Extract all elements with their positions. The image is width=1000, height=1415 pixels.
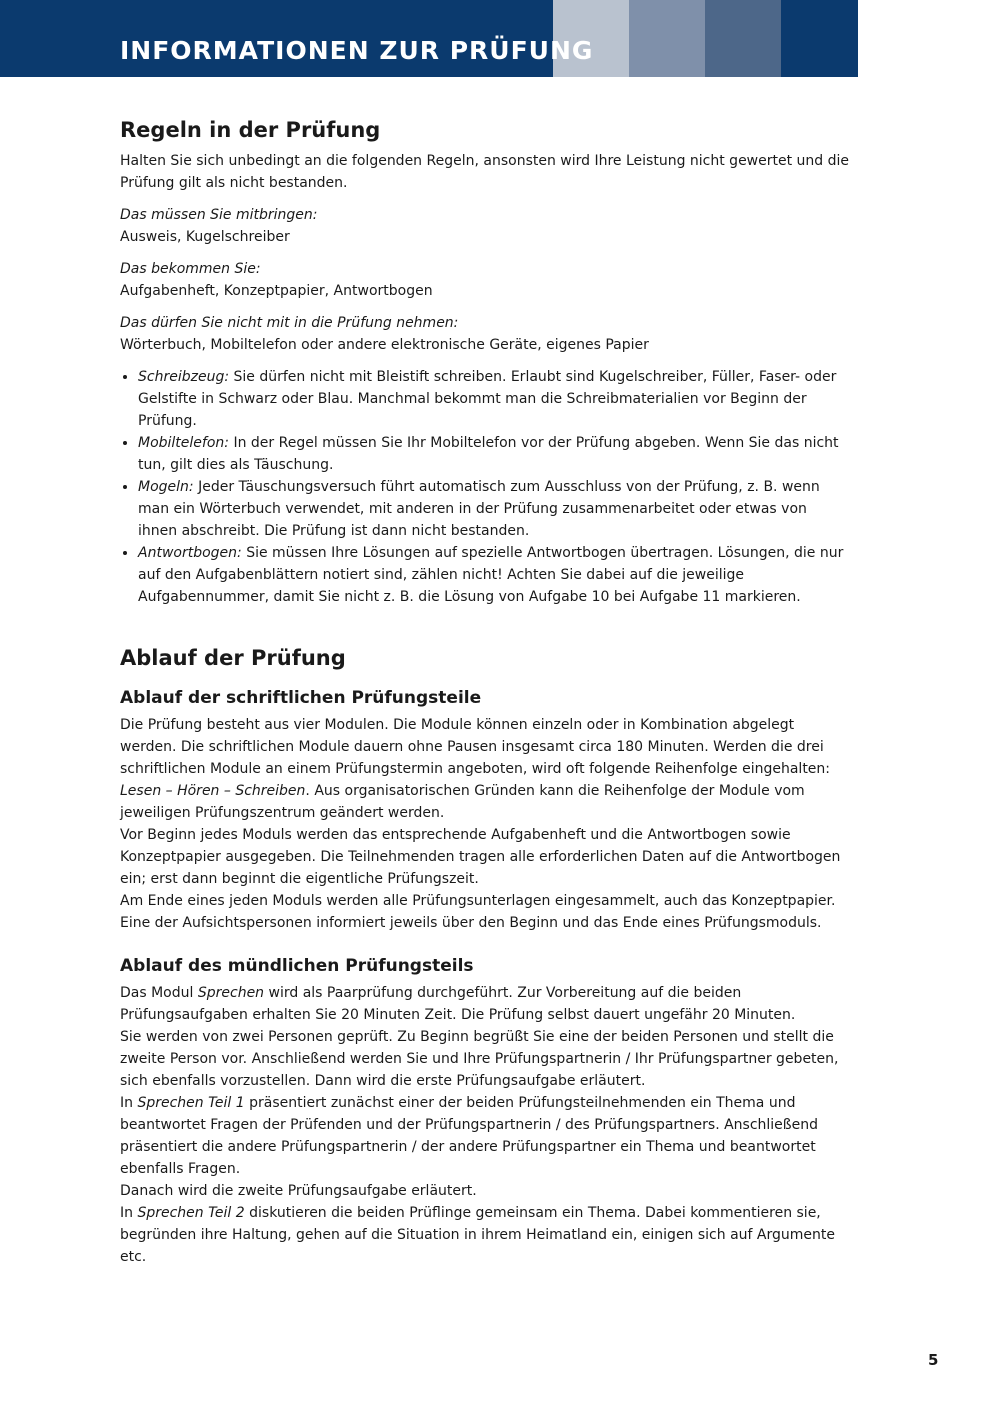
bring-value: Ausweis, Kugelschreiber	[120, 229, 290, 245]
rules-heading: Regeln in der Prüfung	[120, 118, 381, 142]
oral-heading: Ablauf des mündlichen Prüfungsteils	[120, 956, 474, 976]
oral-p3-text-end: präsentiert zunächst einer der beiden Prüfungsteilnehmenden ein Thema und beantwortet Fragen der Prüfenden und der Prüfungspartnerin / des Prüfungspartners. Anschließend präsentiert die andere Prüfungspartnerin / der andere Prüfungspartner ein Thema und beantwortet ebenfalls Fragen.	[120, 1095, 818, 1177]
oral-paragraph-4: Danach wird die zweite Prüfungsaufgabe erläutert.	[120, 1183, 477, 1199]
rule-text: In der Regel müssen Sie Ihr Mobiltelefon vor der Prüfung abgeben. Wenn Sie das nicht tun, gilt dies als Täuschung.	[138, 435, 839, 473]
rules-section	[120, 116, 850, 608]
receive-label: Das bekommen Sie:	[120, 261, 261, 277]
receive-value: Aufgabenheft, Konzeptpapier, Antwortbogen	[120, 283, 433, 299]
header-swatch-mid	[629, 0, 705, 77]
bring-label: Das müssen Sie mitbringen:	[120, 207, 318, 223]
written-paragraph-3: Am Ende eines jeden Moduls werden alle Prüfungsunterlagen eingesammelt, auch das Konzeptpapier. Eine der Aufsichtspersonen informiert jeweils über den Beginn und das Ende eines Prüfungsmoduls.	[120, 893, 836, 931]
oral-p5-text: In	[120, 1205, 138, 1221]
rules-intro: Halten Sie sich unbedingt an die folgenden Regeln, ansonsten wird Ihre Leistung nicht gewertet und die Prüfung gilt als nicht bestanden.	[120, 153, 850, 191]
written-heading: Ablauf der schriftlichen Prüfungsteile	[120, 688, 482, 708]
oral-p5-emphasis: Sprechen Teil 2	[137, 1205, 245, 1221]
rules-list	[120, 366, 850, 608]
oral-paragraph-3	[120, 1092, 850, 1180]
oral-p3-emphasis: Sprechen Teil 1	[137, 1095, 245, 1111]
rule-term: Antwortbogen:	[138, 545, 242, 561]
rule-item-answer-sheet	[138, 542, 850, 608]
rule-term: Schreibzeug:	[138, 369, 230, 385]
oral-p5-text-end: diskutieren die beiden Prüflinge gemeinsam ein Thema. Dabei kommentieren sie, begründen ihre Haltung, gehen auf die Situation in ihrem Heimatland ein, einigen sich auf Argumente etc.	[120, 1205, 835, 1265]
main-content	[120, 116, 850, 1268]
rule-text: Sie dürfen nicht mit Bleistift schreiben. Erlaubt sind Kugelschreiber, Füller, Faser- oder Gelstifte in Schwarz oder Blau. Manchmal bekommt man die Schreibmaterialien vor Beginn der Prüfung.	[138, 369, 837, 429]
written-paragraph-2: Vor Beginn jedes Moduls werden das entsprechende Aufgabenheft und die Antwortbogen sowie Konzeptpapier ausgegeben. Die Teilnehmenden tragen alle erforderlichen Daten auf die Antwortbogen ein; erst dann beginnt die eigentliche Prüfungszeit.	[120, 827, 841, 887]
rule-term: Mogeln:	[138, 479, 194, 495]
oral-paragraph-1	[120, 982, 850, 1026]
page-number: 5	[928, 1351, 939, 1369]
forbidden-block	[120, 312, 850, 356]
rule-text: Sie müssen Ihre Lösungen auf spezielle Antwortbogen übertragen. Lösungen, die nur auf den Aufgabenblättern notiert sind, zählen nicht! Achten Sie dabei auf die jeweilige Aufgabennummer, damit Sie nicht z. B. die Lösung von Aufgabe 10 bei Aufgabe 11 markieren.	[138, 545, 844, 605]
bring-block	[120, 204, 850, 248]
forbidden-label: Das dürfen Sie nicht mit in die Prüfung nehmen:	[120, 315, 459, 331]
procedure-section	[120, 644, 850, 1268]
written-p1-text-end: . Aus organisatorischen Gründen kann die Reihenfolge der Module vom jeweiligen Prüfungszentrum geändert werden.	[120, 783, 805, 821]
oral-p3-text: In	[120, 1095, 138, 1111]
rule-text: Jeder Täuschungsversuch führt automatisch zum Ausschluss von der Prüfung, z. B. wenn man ein Wörterbuch verwendet, mit anderen in der Prüfung zusammenarbeitet oder etwas von ihnen abschreibt. Die Prüfung ist dann nicht bestanden.	[138, 479, 820, 539]
rule-term: Mobiltelefon:	[138, 435, 229, 451]
written-p1-text: Die Prüfung besteht aus vier Modulen. Die Module können einzeln oder in Kombination abgelegt werden. Die schriftlichen Module dauern ohne Pausen insgesamt circa 180 Minuten. Werden die drei schriftlichen Module an einem Prüfungstermin angeboten, wird oft folgende Reihenfolge eingehalten:	[120, 717, 831, 777]
header-swatch-darkest	[781, 0, 858, 77]
page-title: INFORMATIONEN ZUR PRÜFUNG	[120, 36, 594, 65]
oral-p1-text: Das Modul	[120, 985, 198, 1001]
oral-paragraph-2: Sie werden von zwei Personen geprüft. Zu Beginn begrüßt Sie eine der beiden Personen und stellt die zweite Person vor. Anschließend werden Sie und Ihre Prüfungspartnerin / Ihr Prüfungspartner gebeten, sich ebenfalls vorzustellen. Dann wird die erste Prüfungsaufgabe erläutert.	[120, 1029, 839, 1089]
oral-p1-text-end: wird als Paarprüfung durchgeführt. Zur Vorbereitung auf die beiden Prüfungsaufgaben erhalten Sie 20 Minuten Zeit. Die Prüfung selbst dauert ungefähr 20 Minuten.	[120, 985, 796, 1023]
rule-item-writing	[138, 366, 850, 432]
written-paragraph-1	[120, 714, 850, 824]
rule-item-cheating	[138, 476, 850, 542]
oral-paragraph-5	[120, 1202, 850, 1268]
written-p1-emphasis: Lesen – Hören – Schreiben	[120, 783, 306, 799]
oral-p1-emphasis: Sprechen	[197, 985, 265, 1001]
receive-block	[120, 258, 850, 302]
rule-item-phone	[138, 432, 850, 476]
header-swatch-dark	[705, 0, 781, 77]
procedure-heading: Ablauf der Prüfung	[120, 646, 346, 670]
forbidden-value: Wörterbuch, Mobiltelefon oder andere elektronische Geräte, eigenes Papier	[120, 337, 649, 353]
